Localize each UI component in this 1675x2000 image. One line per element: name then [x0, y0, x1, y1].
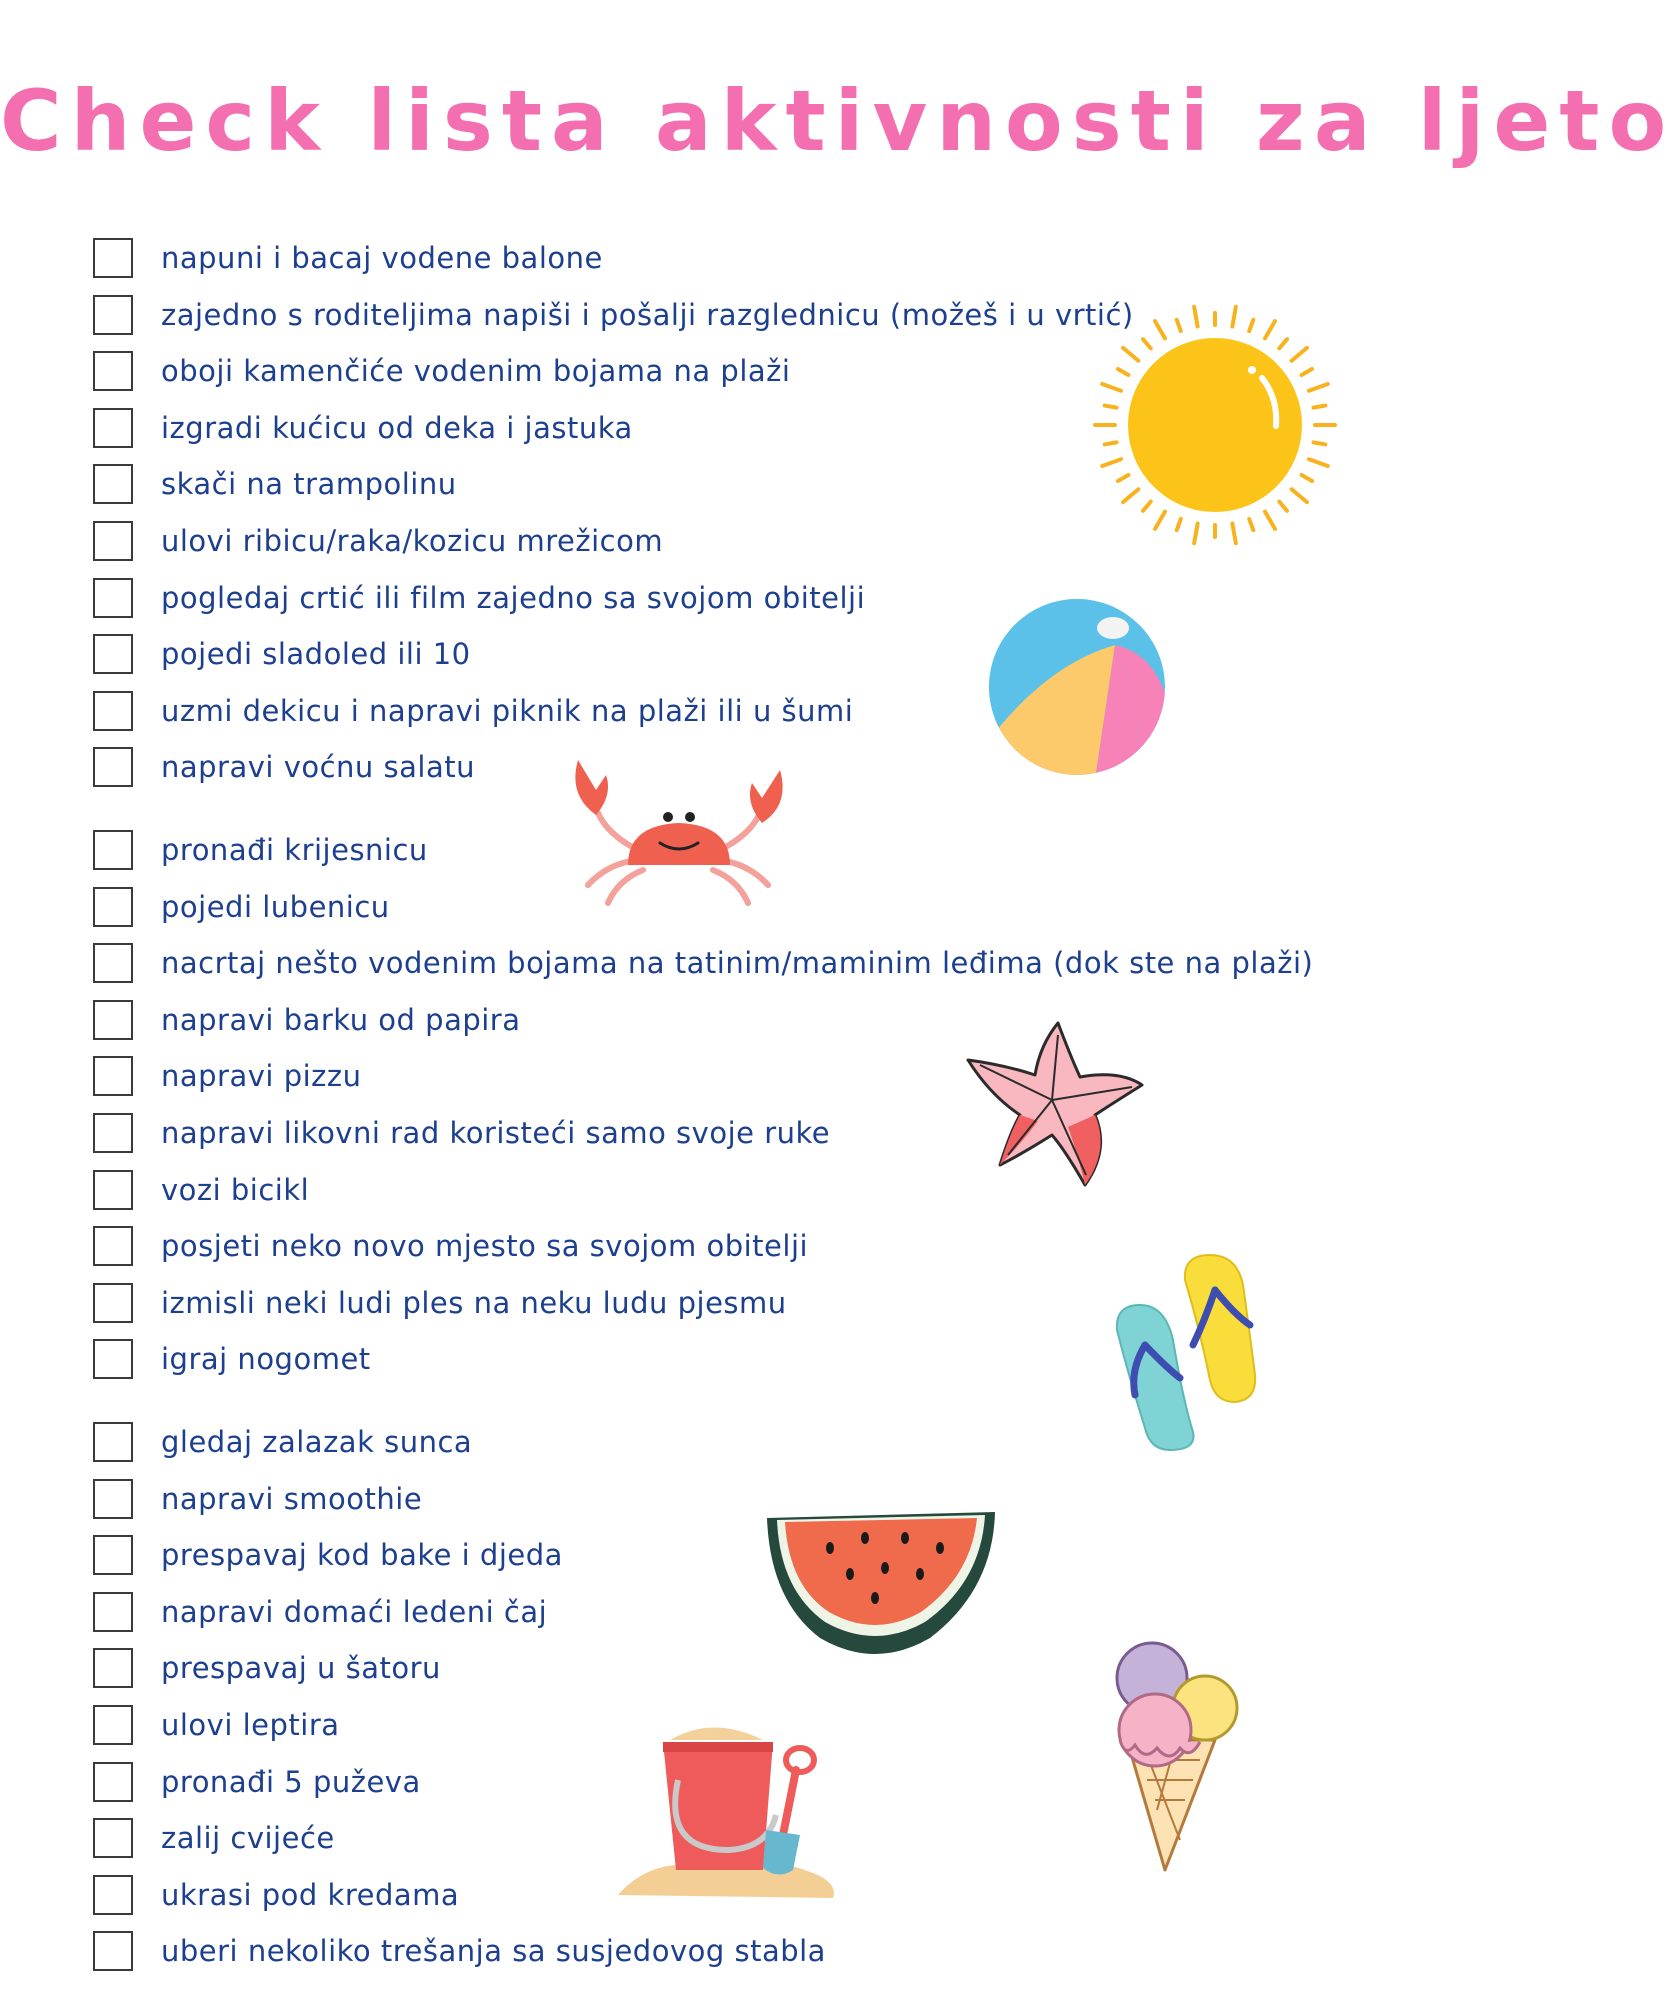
checklist-item	[93, 1168, 309, 1212]
checkbox[interactable]	[93, 943, 133, 983]
beach-ball-icon	[985, 595, 1170, 780]
checklist-item	[93, 1929, 826, 1973]
checklist-item-label: napuni i bacaj vodene balone	[161, 241, 603, 275]
checklist-item-label: zajedno s roditeljima napiši i pošalji razglednicu (možeš i u vrtić)	[161, 297, 1134, 332]
checklist-item	[93, 1646, 441, 1690]
checklist-item-label: pojedi lubenicu	[161, 889, 390, 924]
checklist-item-label: oboji kamenčiće vodenim bojama na plaži	[161, 354, 791, 389]
watermelon-icon	[765, 1510, 997, 1660]
checklist-item	[93, 1224, 808, 1268]
checkbox[interactable]	[93, 351, 133, 391]
checklist-item	[93, 828, 428, 872]
checkbox[interactable]	[93, 578, 133, 618]
checklist-item-label: zalij cvijeće	[161, 1821, 335, 1856]
checklist-item-label: pojedi sladoled ili 10	[161, 637, 471, 672]
checklist-item	[93, 745, 475, 789]
checkbox[interactable]	[93, 1056, 133, 1096]
checkbox[interactable]	[93, 1000, 133, 1040]
checklist-item-label: pogledaj crtić ili film zajedno sa svojom obitelji	[161, 580, 866, 615]
checkbox[interactable]	[93, 747, 133, 787]
checklist-item-label: izgradi kućicu od deka i jastuka	[161, 410, 633, 445]
checkbox[interactable]	[93, 408, 133, 448]
checklist-item-label: ukrasi pod kredama	[161, 1877, 460, 1912]
checkbox[interactable]	[93, 691, 133, 731]
checklist-item	[93, 885, 390, 929]
checkbox[interactable]	[93, 887, 133, 927]
checklist-item	[93, 1703, 340, 1747]
checklist-item	[93, 1111, 830, 1155]
checklist-item	[93, 1337, 371, 1381]
checklist-item	[93, 689, 853, 733]
checklist-item	[93, 1281, 787, 1325]
checkbox[interactable]	[93, 1705, 133, 1745]
checkbox[interactable]	[93, 464, 133, 504]
checklist-item	[93, 293, 1134, 337]
checklist-item	[93, 1477, 422, 1521]
checklist-item	[93, 941, 1313, 985]
checklist-item-label: posjeti neko novo mjesto sa svojom obitelji	[161, 1229, 809, 1264]
checklist-item-label: napravi pizzu	[161, 1059, 362, 1094]
checkbox[interactable]	[93, 1113, 133, 1153]
checklist-item-label: skači na trampolinu	[161, 467, 457, 502]
checkbox[interactable]	[93, 1818, 133, 1858]
checklist-item-label: napravi likovni rad koristeći samo svoje ruke	[161, 1116, 831, 1150]
checkbox[interactable]	[93, 521, 133, 561]
checklist-item-label: pronađi 5 puževa	[161, 1764, 421, 1799]
checkbox[interactable]	[93, 1479, 133, 1519]
flip-flops-icon	[1105, 1250, 1280, 1450]
checkbox[interactable]	[93, 1422, 133, 1462]
checklist-item-label: vozi bicikl	[161, 1172, 310, 1207]
checklist-item-label: prespavaj kod bake i djeda	[161, 1538, 563, 1573]
checkbox[interactable]	[93, 1226, 133, 1266]
checkbox[interactable]	[93, 1875, 133, 1915]
checklist-item	[93, 1873, 459, 1917]
checkbox[interactable]	[93, 238, 133, 278]
checklist-item-label: ulovi ribicu/raka/kozicu mrežicom	[161, 524, 664, 558]
checkbox[interactable]	[93, 634, 133, 674]
checklist-item	[93, 236, 603, 280]
checklist-item-label: napravi smoothie	[161, 1481, 423, 1516]
checkbox[interactable]	[93, 1648, 133, 1688]
checkbox[interactable]	[93, 295, 133, 335]
checklist-item	[93, 1420, 472, 1464]
checkbox[interactable]	[93, 1931, 133, 1971]
checklist-item	[93, 1533, 563, 1577]
checklist-item-label: prespavaj u šatoru	[161, 1651, 441, 1686]
checkbox[interactable]	[93, 1535, 133, 1575]
checklist-item	[93, 1760, 421, 1804]
checkbox[interactable]	[93, 1762, 133, 1802]
checklist-item-label: uzmi dekicu i napravi piknik na plaži ili u šumi	[161, 693, 854, 728]
checklist-item-label: uberi nekoliko trešanja sa susjedovog stabla	[161, 1934, 826, 1969]
checklist-item	[93, 998, 521, 1042]
sand-bucket-icon	[618, 1720, 843, 1900]
checkbox[interactable]	[93, 1592, 133, 1632]
crab-icon	[568, 755, 790, 910]
ice-cream-icon	[1105, 1640, 1240, 1875]
checklist-item	[93, 1816, 335, 1860]
checklist-item	[93, 462, 457, 506]
checklist-item	[93, 632, 471, 676]
sun-icon	[1090, 300, 1340, 550]
checkbox[interactable]	[93, 1283, 133, 1323]
checklist-item-label: napravi domaći ledeni čaj	[161, 1594, 548, 1629]
checklist-item	[93, 576, 865, 620]
checkbox[interactable]	[93, 830, 133, 870]
checklist-item-label: nacrtaj nešto vodenim bojama na tatinim/maminim leđima (dok ste na plaži)	[161, 946, 1314, 981]
checklist-item	[93, 349, 790, 393]
checklist-item-label: napravi barku od papira	[161, 1002, 521, 1037]
checklist-item-label: ulovi leptira	[161, 1708, 340, 1742]
checklist-item	[93, 1054, 361, 1098]
checklist-item-label: gledaj zalazak sunca	[161, 1425, 473, 1459]
checklist-item-label: napravi voćnu salatu	[161, 750, 475, 785]
checklist-item	[93, 519, 663, 563]
checkbox[interactable]	[93, 1339, 133, 1379]
checklist-item	[93, 406, 633, 450]
checkbox[interactable]	[93, 1170, 133, 1210]
checklist-item-label: igraj nogomet	[161, 1342, 371, 1377]
checklist-item	[93, 1590, 547, 1634]
checklist-item-label: izmisli neki ludi ples na neku ludu pjesmu	[161, 1285, 787, 1320]
checklist-item-label: pronađi krijesnicu	[161, 833, 428, 867]
page-title: Check lista aktivnosti za ljeto	[0, 72, 1675, 170]
starfish-icon	[960, 1015, 1145, 1190]
